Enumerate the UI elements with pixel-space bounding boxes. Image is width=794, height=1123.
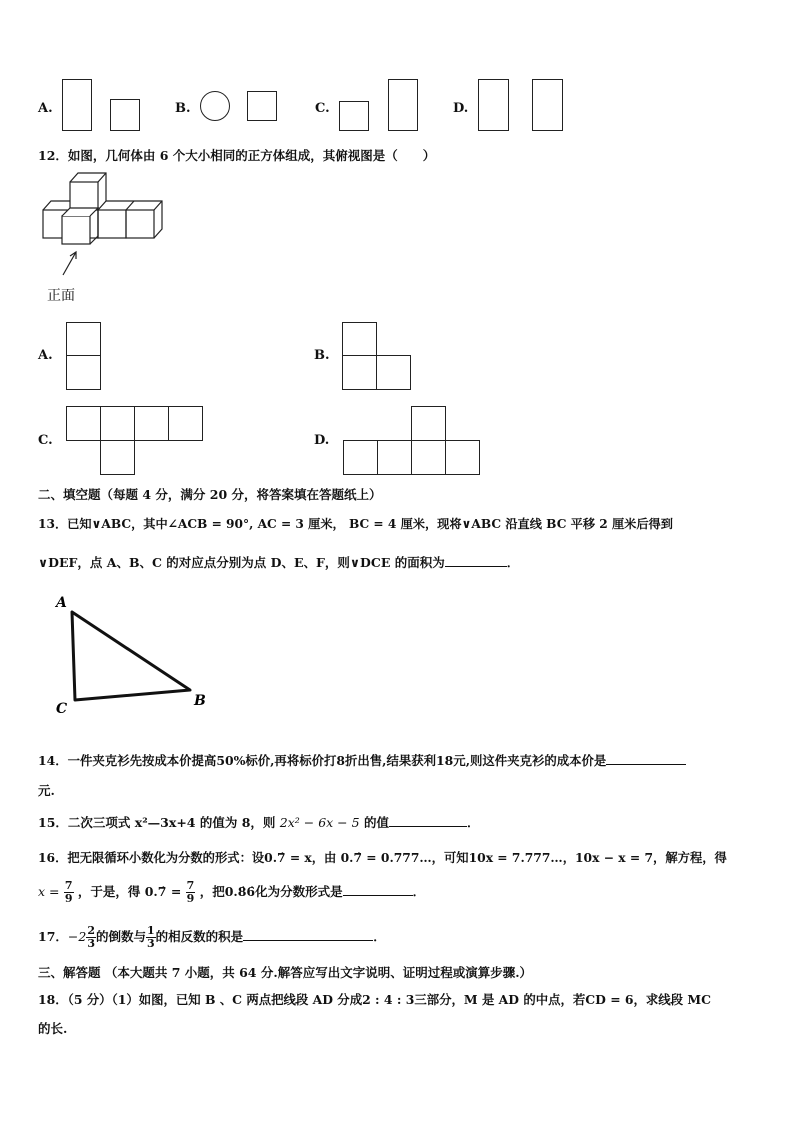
- q13-line2: [38, 553, 519, 571]
- q12-option-d-label: D.: [314, 433, 330, 448]
- q17-end: ．: [373, 929, 386, 944]
- q17-answer-blank: [243, 928, 373, 941]
- q16-fraction-2: [186, 880, 196, 905]
- q12-option-b-label: B.: [314, 348, 330, 363]
- q12-d-cell-5: [445, 440, 480, 475]
- section3-heading: 三、解答题 （本大题共 7 小题，共 64 分.解答应写出文字说明、证明过程或演算步骤.）: [38, 965, 533, 980]
- q15-start: 15．二次三项式 x²—3x+4 的值为 8，则: [38, 815, 276, 830]
- q11-c-rect-tall: [388, 79, 418, 131]
- q12-c-cell-4: [168, 406, 203, 441]
- q16-line2-b: ，于是，得 0.7̇ =: [77, 884, 182, 899]
- q13-answer-blank: [445, 554, 507, 567]
- q12-c-cell-2: [100, 406, 135, 441]
- q12-d-cell-2: [343, 440, 378, 475]
- q17-frac-den: 3: [147, 937, 155, 950]
- q12-front-label: 正面: [47, 288, 75, 304]
- q11-d-rect-tall-1: [478, 79, 509, 131]
- q17-mixed-whole: −2: [67, 929, 87, 944]
- q12-a-cell-1: [66, 322, 101, 356]
- q16-x-equals: x =: [38, 884, 60, 899]
- q11-d-rect-tall-2: [532, 79, 563, 131]
- q12-option-a-label: A.: [38, 348, 53, 363]
- q11-b-square: [247, 91, 277, 121]
- q12-c-cell-1: [66, 406, 101, 441]
- q16-frac1-num: 7: [64, 879, 73, 892]
- section2-heading: 二、填空题（每题 4 分，满分 20 分，将答案填在答题纸上）: [38, 487, 382, 502]
- q16-line2-c: ，把0.8̇6̇化为分数形式是: [199, 884, 343, 899]
- q16-line1: 16．把无限循环小数化为分数的形式：设0.7̇ = x，由 0.7̇ = 0.777…，可知10x = 7.777…，10x − x = 7，解方程，得: [38, 850, 727, 865]
- q16-frac2-num: 7: [186, 879, 195, 892]
- q14-line1: [38, 751, 686, 769]
- q13-label-a: A: [56, 595, 67, 611]
- q13-line1: 13．已知∨ABC，其中∠ACB = 90°, AC = 3 厘米， BC = 4 厘米，现将∨ABC 沿直线 BC 平移 2 厘米后得到: [38, 517, 673, 531]
- q17-frac-num: 1: [147, 924, 155, 937]
- q12-text: 12．如图，几何体由 6 个大小相同的正方体组成，其俯视图是（ ）: [38, 148, 436, 163]
- q17-start: 17．: [38, 929, 68, 944]
- q11-option-a-label: A.: [38, 101, 53, 116]
- q12-b-cell-2: [342, 355, 377, 390]
- q16-line2: [38, 880, 425, 905]
- q17-mixed-fraction: [86, 925, 96, 950]
- q14-line1-text: 14．一件夹克衫先按成本价提高50%标价,再将标价打8折出售,结果获利18元,则这件夹克衫的成本价是: [38, 753, 607, 768]
- q17-mixed-num: 2: [87, 924, 95, 937]
- q11-b-circle: [200, 91, 230, 121]
- q15-line: [38, 813, 479, 831]
- q17-line: [38, 925, 386, 950]
- q15-mid: 的值: [363, 815, 389, 830]
- q12-option-c-label: C.: [38, 433, 53, 448]
- q11-option-d-label: D.: [453, 101, 469, 116]
- q16-answer-blank: [343, 883, 413, 896]
- q12-b-cell-3: [376, 355, 411, 390]
- q12-a-cell-2: [66, 355, 101, 390]
- q14-answer-blank: [606, 752, 686, 765]
- q17-fraction: [146, 925, 156, 950]
- q18-line2: 的长.: [38, 1021, 68, 1036]
- q18-line1: 18．（5 分）（1）如图，已知 B 、C 两点把线段 AD 分成2 : 4 : 3三部分，M 是 AD 的中点，若CD = 6，求线段 MC: [38, 992, 711, 1007]
- q11-c-square: [339, 101, 369, 131]
- q16-frac1-den: 9: [64, 892, 73, 905]
- q12-c-cell-3: [134, 406, 169, 441]
- q13-triangle-figure: [50, 590, 220, 715]
- q12-d-cell-1: [411, 406, 446, 441]
- q15-expression: 2x² − 6x − 5: [279, 815, 360, 830]
- q17-mid2: 的相反数的积是: [155, 929, 244, 944]
- q11-a-square: [110, 99, 140, 131]
- q11-option-c-label: C.: [315, 101, 330, 116]
- q17-mid1: 的倒数与: [96, 929, 147, 944]
- q11-option-b-label: B.: [175, 101, 191, 116]
- q13-label-b: B: [194, 693, 206, 709]
- q16-line2-end: ．: [412, 884, 426, 899]
- q14-line2: 元.: [38, 783, 55, 798]
- q17-mixed-den: 3: [87, 937, 95, 950]
- q12-b-cell-1: [342, 322, 377, 356]
- q16-fraction-1: [64, 880, 74, 905]
- q12-c-cell-5: [100, 440, 135, 475]
- q16-frac2-den: 9: [186, 892, 195, 905]
- q13-label-c: C: [56, 701, 68, 715]
- q11-a-rect-tall: [62, 79, 92, 131]
- q15-answer-blank: [389, 814, 467, 827]
- q13-line2-end: ．: [506, 555, 520, 570]
- q13-line2-text: ∨DEF，点 A、B、C 的对应点分别为点 D、E、F，则∨DCE 的面积为: [38, 555, 445, 570]
- q15-end: ．: [466, 815, 480, 830]
- q12-d-cell-3: [377, 440, 412, 475]
- q12-d-cell-4: [411, 440, 446, 475]
